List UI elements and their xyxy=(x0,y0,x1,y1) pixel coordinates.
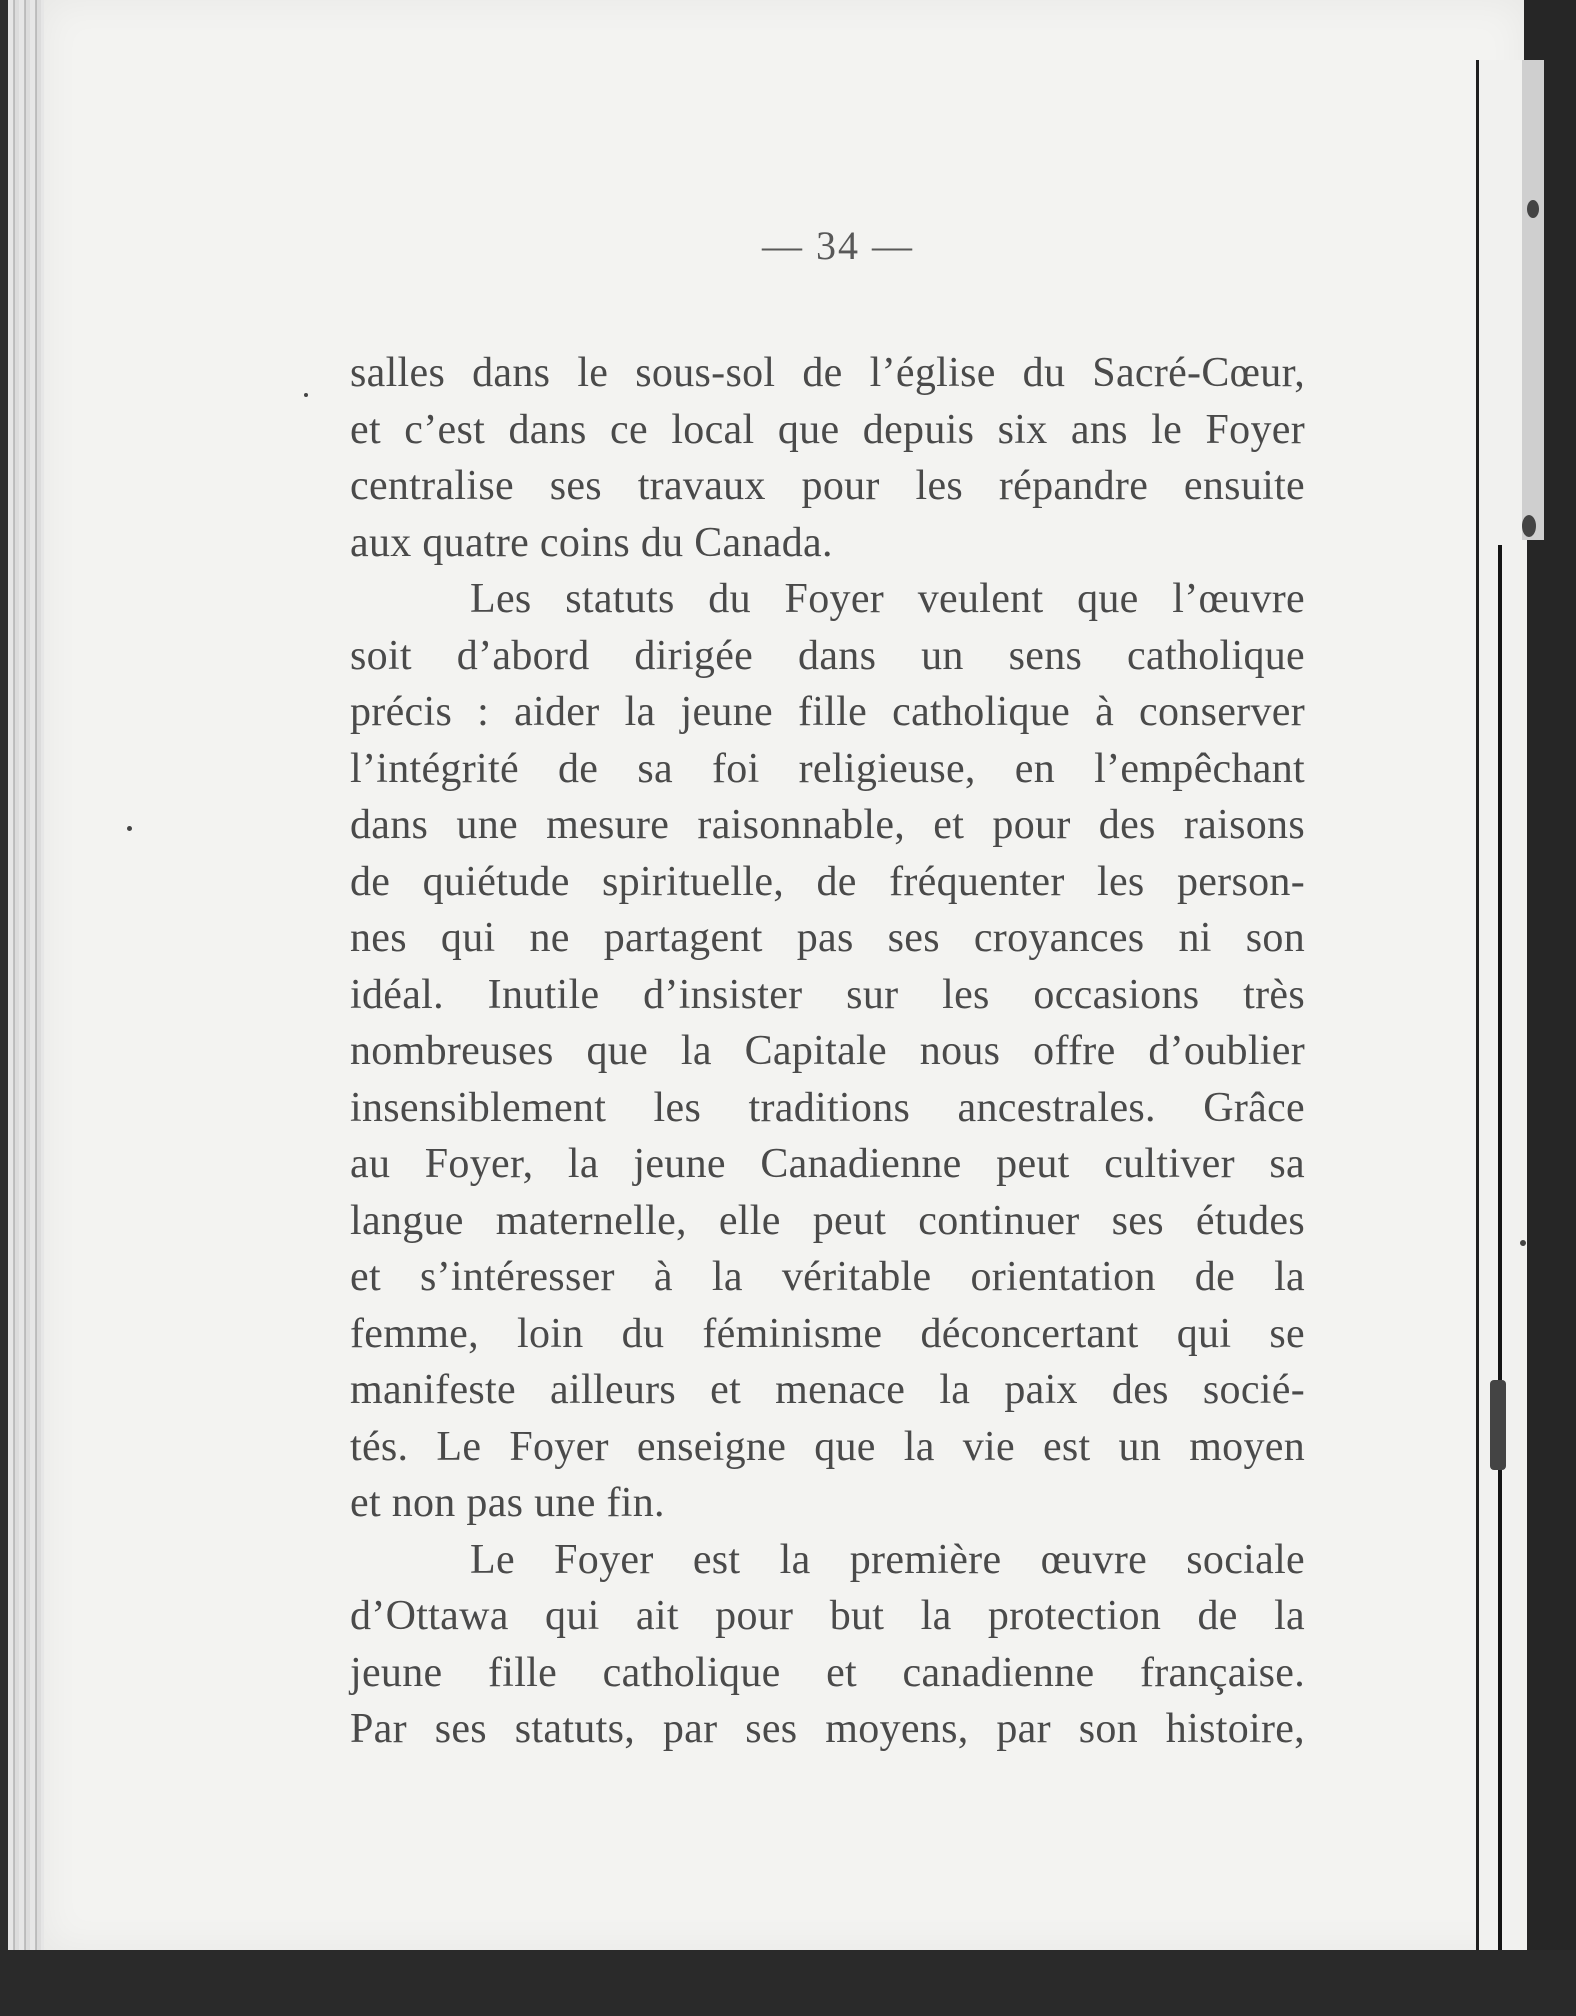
text-line: et non pas une fin. xyxy=(350,1480,665,1526)
speck xyxy=(127,826,132,831)
text-line: tés. Le Foyer enseigne que la vie est un moyen xyxy=(350,1423,1305,1470)
text-line: nes qui ne partagent pas ses croyances ni son xyxy=(350,915,1305,961)
body-text xyxy=(350,345,1305,1758)
text-line: nombreuses que la Capitale nous offre d’oublier xyxy=(350,1028,1305,1074)
text-line: manifeste ailleurs et menace la paix des socié- xyxy=(350,1367,1305,1413)
text-line: l’intégrité de sa foi religieuse, en l’empêchant xyxy=(350,745,1305,792)
text-line: femme, loin du féminisme déconcertant qui se xyxy=(350,1310,1305,1357)
text-line: Le Foyer est la première œuvre sociale xyxy=(470,1536,1305,1583)
text-line: d’Ottawa qui ait pour but la protection de la xyxy=(350,1593,1305,1639)
speck xyxy=(1490,1380,1506,1470)
flap-edge-line xyxy=(1498,545,1502,1965)
text-line: aux quatre coins du Canada. xyxy=(350,519,833,566)
text-line: et c’est dans ce local que depuis six ans le Foyer xyxy=(350,406,1305,453)
text-line: langue maternelle, elle peut continuer ses études xyxy=(350,1197,1305,1244)
bottom-border xyxy=(0,1950,1576,2016)
text-line: Par ses statuts, par ses moyens, par son histoire, xyxy=(350,1706,1305,1752)
text-line: idéal. Inutile d’insister sur les occasions très xyxy=(350,971,1305,1018)
text-line: dans une mesure raisonnable, et pour des raisons xyxy=(350,802,1305,848)
text-line: insensiblement les traditions ancestrales. Grâce xyxy=(350,1084,1305,1131)
text-line: salles dans le sous-sol de l’église du Sacré-Cœur, xyxy=(350,350,1305,396)
flap-top-shadow xyxy=(1522,60,1544,540)
text-line: de quiétude spirituelle, de fréquenter les person- xyxy=(350,858,1305,905)
text-line: soit d’abord dirigée dans un sens catholique xyxy=(350,632,1305,679)
speck xyxy=(1520,1240,1526,1246)
text-line: centralise ses travaux pour les répandre ensuite xyxy=(350,463,1305,509)
speck xyxy=(304,393,308,397)
text-line: et s’intéresser à la véritable orientation de la xyxy=(350,1254,1305,1300)
text-line: précis : aider la jeune fille catholique à conserver xyxy=(350,689,1305,735)
speck xyxy=(1527,200,1539,218)
text-line: Les statuts du Foyer veulent que l’œuvre xyxy=(470,576,1305,622)
speck xyxy=(1522,515,1536,537)
text-line: jeune fille catholique et canadienne française. xyxy=(350,1649,1305,1696)
page-number: — 34 — xyxy=(762,223,914,268)
text-line: au Foyer, la jeune Canadienne peut cultiver sa xyxy=(350,1141,1305,1187)
